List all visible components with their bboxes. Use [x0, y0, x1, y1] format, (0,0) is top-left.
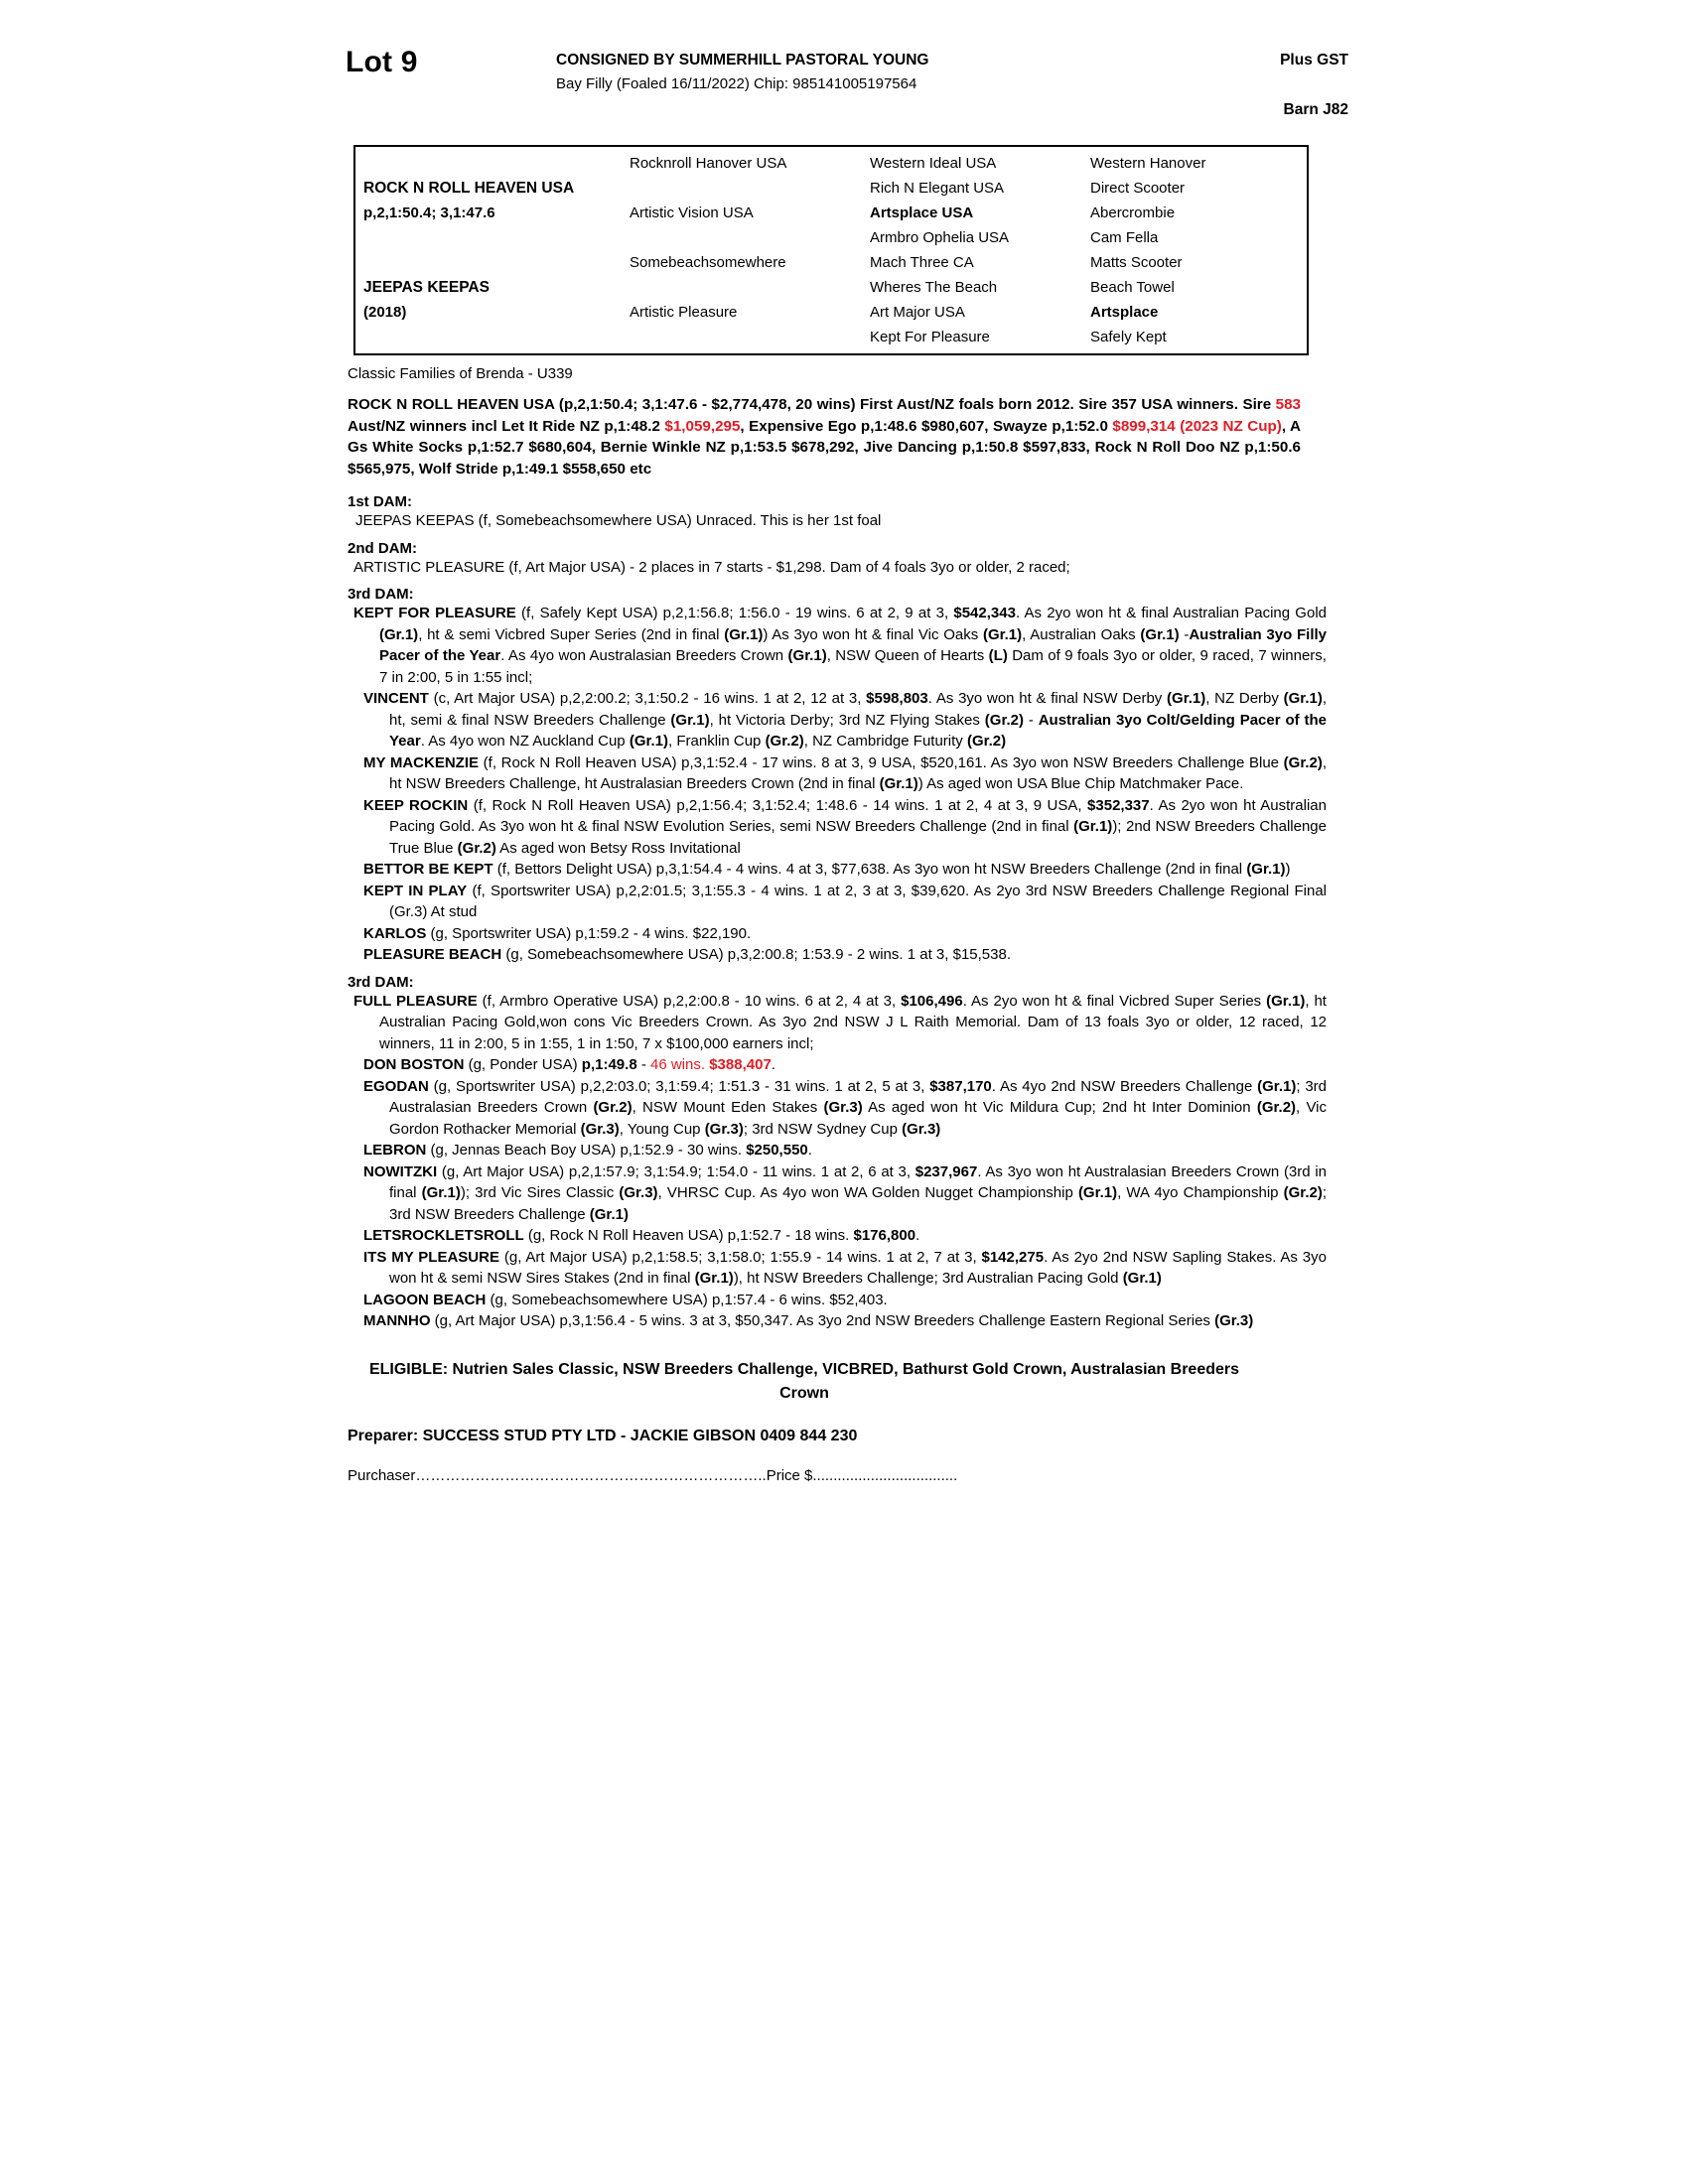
pedigree-cell: Mach Three CA — [870, 254, 974, 271]
pedigree-cell: Beach Towel — [1090, 279, 1175, 296]
animal-description: Bay Filly (Foaled 16/11/2022) Chip: 985141005197564 — [556, 75, 917, 92]
pedigree-cell: Artsplace USA — [870, 205, 974, 221]
dam1-text: JEEPAS KEEPAS (f, Somebeachsomewhere USA) Unraced. This is her 1st foal — [355, 512, 882, 529]
progeny-entry: KEPT IN PLAY (f, Sportswriter USA) p,2,2:01.5; 3,1:55.3 - 4 wins. 1 at 2, 3 at 3, $39,620. As 2yo 3rd NSW Breeders Challenge Regional Final (Gr.3) At stud — [363, 882, 1327, 920]
pedigree-table — [353, 145, 1309, 355]
progeny-entry: EGODAN (g, Sportswriter USA) p,2,2:03.0; 3,1:59.4; 1:51.3 - 31 wins. 1 at 2, 5 at 3, $387,170. As 4yo 2nd NSW Breeders Challenge (Gr.1); 3rd Australasian Breeders Crown (Gr.2), NSW Mount Eden Stakes (Gr.3) As aged won ht Vic Mildura Cup; 2nd ht Inter Dominion (Gr.2), Vic Gordon Rothacker Memorial (Gr.3), Young Cup (Gr.3); 3rd NSW Sydney Cup (Gr.3) — [363, 1077, 1328, 1138]
pedigree-cell: Direct Scooter — [1090, 180, 1186, 197]
pedigree-cell: Kept For Pleasure — [870, 329, 990, 345]
progeny-entry: KEEP ROCKIN (f, Rock N Roll Heaven USA) p,2,1:56.4; 3,1:52.4; 1:48.6 - 14 wins. 1 at 2, 4 at 3, 9 USA, $352,337. As 2yo won ht Australian Pacing Gold. As 3yo won ht & final NSW Evolution Series, semi NSW Breeders Challenge (2nd in final (Gr.1)); 2nd NSW Breeders Challenge True Blue (Gr.2) As aged won Betsy Ross Invitational — [363, 796, 1327, 857]
pedigree-cell: Safely Kept — [1090, 329, 1167, 345]
pedigree-cell: Somebeachsomewhere — [630, 254, 786, 271]
sire-name: ROCK N ROLL HEAVEN USA — [363, 180, 575, 197]
pedigree-cell — [622, 275, 862, 300]
gst-note: Plus GST — [1280, 52, 1348, 68]
pedigree-cell — [622, 325, 862, 349]
consignor-line: CONSIGNED BY SUMMERHILL PASTORAL YOUNG — [556, 52, 929, 68]
pedigree-cell: Abercrombie — [1090, 205, 1176, 221]
progeny-entry: LETSROCKLETSROLL (g, Rock N Roll Heaven USA) p,1:52.7 - 18 wins. $176,800. — [363, 1227, 920, 1244]
pedigree-cell: Western Ideal USA — [870, 155, 997, 172]
sheet — [346, 40, 1348, 1484]
dam-year: (2018) — [363, 304, 407, 321]
page-header — [346, 40, 1348, 135]
progeny-entry: BETTOR BE KEPT (f, Bettors Delight USA) p,3,1:54.4 - 4 wins. 4 at 3, $77,638. As 3yo won ht NSW Breeders Challenge (2nd in final (Gr.1)) — [363, 861, 1291, 878]
dam3-label: 3rd DAM: — [348, 586, 414, 603]
pedigree-cell: Western Hanover — [1090, 155, 1206, 172]
pedigree-cell: Armbro Ophelia USA — [870, 229, 1010, 246]
dam2-label: 2nd DAM: — [348, 539, 417, 557]
pedigree-cell-empty — [355, 325, 622, 349]
progeny-entry: NOWITZKI (g, Art Major USA) p,2,1:57.9; 3,1:54.9; 1:54.0 - 11 wins. 1 at 2, 6 at 3, $237,967. As 3yo won ht Australasian Breeders Crown (3rd in final (Gr.1)); 3rd Vic Sires Classic (Gr.3), VHRSC Cup. As 4yo won WA Golden Nugget Championship (Gr.1), WA 4yo Championship (Gr.2); 3rd NSW Breeders Challenge (Gr.1) — [363, 1162, 1327, 1223]
pedigree-cell: Cam Fella — [1090, 229, 1159, 246]
pedigree-cell: Artsplace — [1090, 304, 1159, 321]
pedigree-cell-empty — [355, 250, 622, 275]
classic-families: Classic Families of Brenda - U339 — [348, 365, 573, 382]
pedigree-cell: Rocknroll Hanover USA — [630, 155, 787, 172]
progeny-entry: DON BOSTON (g, Ponder USA) p,1:49.8 - 46 wins. $388,407. — [363, 1056, 775, 1073]
sire-record: p,2,1:50.4; 3,1:47.6 — [363, 205, 495, 221]
pedigree-cell: Artistic Pleasure — [630, 304, 738, 321]
pedigree-cell: Wheres The Beach — [870, 279, 998, 296]
dam3b-label: 3rd DAM: — [348, 973, 414, 991]
lot-number: Lot 9 — [346, 46, 418, 78]
pedigree-cell: Rich N Elegant USA — [870, 180, 1005, 197]
progeny-entry: MY MACKENZIE (f, Rock N Roll Heaven USA) p,3,1:52.4 - 17 wins. 8 at 3, 9 USA, $520,161. As 3yo won NSW Breeders Challenge Blue (Gr.2), ht NSW Breeders Challenge, ht Australasian Breeders Crown (2nd in final (Gr.1)) As aged won USA Blue Chip Matchmaker Pace. — [363, 753, 1328, 792]
progeny-entry: FULL PLEASURE (f, Armbro Operative USA) p,2,2:00.8 - 10 wins. 6 at 2, 4 at 3, $106,496. As 2yo won ht & final Vicbred Super Series (Gr.1), ht Australian Pacing Gold,won cons Vic Breeders Crown. As 3yo 2nd NSW J L Raith Memorial. Dam of 13 foals 3yo or older, 12 raced, 12 winners, 11 in 2:00, 5 in 1:55, 1 in 1:50, 7 x $100,000 earners incl; — [353, 992, 1327, 1052]
pedigree-cell — [622, 225, 862, 250]
pedigree-cell-empty — [355, 225, 622, 250]
pedigree-cell: Artistic Vision USA — [630, 205, 754, 221]
pedigree-cell-empty — [355, 151, 622, 176]
progeny-entry: LEBRON (g, Jennas Beach Boy USA) p,1:52.9 - 30 wins. $250,550. — [363, 1142, 812, 1159]
progeny-entry: PLEASURE BEACH (g, Somebeachsomewhere USA) p,3,2:00.8; 1:53.9 - 2 wins. 1 at 3, $15,538. — [363, 946, 1011, 963]
progeny-entry: KEPT FOR PLEASURE (f, Safely Kept USA) p,2,1:56.8; 1:56.0 - 19 wins. 6 at 2, 9 at 3, $542,343. As 2yo won ht & final Australian Pacing Gold (Gr.1), ht & semi Vicbred Super Series (2nd in final (Gr.1)) As 3yo won ht & final Vic Oaks (Gr.1), Australian Oaks (Gr.1) -Australian 3yo Filly Pacer of the Year. As 4yo won Australasian Breeders Crown (Gr.1), NSW Queen of Hearts (L) Dam of 9 foals 3yo or older, 9 raced, 7 winners, 7 in 2:00, 5 in 1:55 incl; — [353, 605, 1327, 686]
progeny-entry: LAGOON BEACH (g, Somebeachsomewhere USA) p,1:57.4 - 6 wins. $52,403. — [363, 1291, 888, 1308]
pedigree-cell — [622, 176, 862, 201]
progeny-entry: ITS MY PLEASURE (g, Art Major USA) p,2,1:58.5; 3,1:58.0; 1:55.9 - 14 wins. 1 at 2, 7 at 3, $142,275. As 2yo 2nd NSW Sapling Stakes. As 3yo won ht & semi NSW Sires Stakes (2nd in final (Gr.1)), ht NSW Breeders Challenge; 3rd Australian Pacing Gold (Gr.1) — [363, 1248, 1327, 1287]
progeny-entry: VINCENT (c, Art Major USA) p,2,2:00.2; 3,1:50.2 - 16 wins. 1 at 2, 12 at 3, $598,803. As 3yo won ht & final NSW Derby (Gr.1), NZ Derby (Gr.1), ht, semi & final NSW Breeders Challenge (Gr.1), ht Victoria Derby; 3rd NZ Flying Stakes (Gr.2) - Australian 3yo Colt/Gelding Pacer of the Year. As 4yo won NZ Auckland Cup (Gr.1), Franklin Cup (Gr.2), NZ Cambridge Futurity (Gr.2) — [363, 690, 1327, 750]
pedigree-cell: Matts Scooter — [1090, 254, 1183, 271]
progeny-entry: MANNHO (g, Art Major USA) p,3,1:56.4 - 5 wins. 3 at 3, $50,347. As 3yo 2nd NSW Breeders Challenge Eastern Regional Series (Gr.3) — [363, 1312, 1254, 1329]
preparer-line: Preparer: SUCCESS STUD PTY LTD - JACKIE GIBSON 0409 844 230 — [348, 1427, 858, 1444]
sire-summary: ROCK N ROLL HEAVEN USA (p,2,1:50.4; 3,1:47.6 - $2,774,478, 20 wins) First Aust/NZ foals born 2012. Sire 357 USA winners. Sire 583 Aust/NZ winners incl Let It Ride NZ p,1:48.2 $1,059,295, Expensive Ego p,1:48.6 $980,607, Swayze p,1:52.0 $899,314 (2023 NZ Cup), A Gs White Socks p,1:52.7 $680,604, Bernie Winkle NZ p,1:53.5 $678,292, Jive Dancing p,1:50.8 $597,833, Rock N Roll Doo NZ p,1:50.6 $565,975, Wolf Stride p,1:49.1 $558,650 etc — [348, 396, 1301, 478]
dam1-label: 1st DAM: — [348, 493, 413, 510]
progeny-entry: KARLOS (g, Sportswriter USA) p,1:59.2 - 4 wins. $22,190. — [363, 924, 752, 942]
pedigree-cell: Art Major USA — [870, 304, 965, 321]
barn-number: Barn J82 — [1283, 101, 1348, 118]
dam-name: JEEPAS KEEPAS — [363, 279, 490, 296]
purchaser-line: Purchaser……………………………………………………………..Price $................................... — [348, 1466, 958, 1484]
eligible-note: ELIGIBLE: Nutrien Sales Classic, NSW Breeders Challenge, VICBRED, Bathurst Gold Crown, Australasian Breeders Crown — [368, 1360, 1240, 1402]
dam2-text: ARTISTIC PLEASURE (f, Art Major USA) - 2 places in 7 starts - $1,298. Dam of 4 foals 3yo or older, 2 raced; — [353, 558, 1070, 576]
